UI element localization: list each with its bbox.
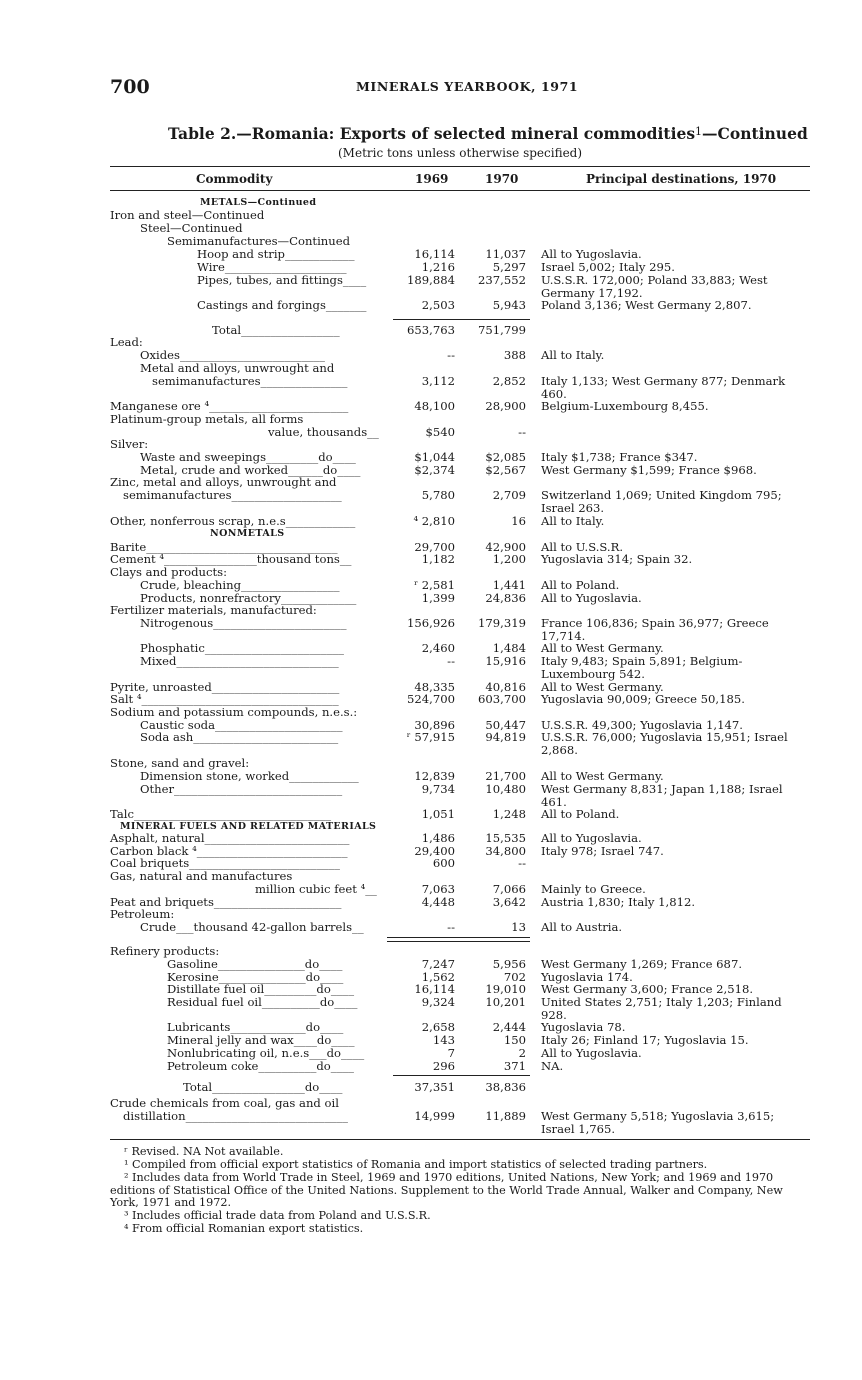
- value-1970-cell: 237,552: [478, 273, 526, 287]
- value-1970-cell: 50,447: [485, 718, 526, 732]
- section-heading: NONMETALS: [210, 528, 285, 539]
- destination-cell: U.S.S.R. 49,300; Yugoslavia 1,147.: [541, 718, 743, 732]
- commodity-cell: Semimanufactures—Continued: [167, 234, 351, 248]
- commodity-cell: distillation____________________________: [123, 1109, 348, 1123]
- destination-cell: All to Italy.: [541, 514, 605, 528]
- commodity-cell: Crude, bleaching_________________: [140, 578, 340, 592]
- commodity-cell: Lead:: [110, 335, 143, 349]
- commodity-cell: Silver:: [110, 437, 149, 451]
- value-1969-cell: ʳ 57,915: [406, 730, 455, 744]
- value-1969-cell: 29,700: [414, 540, 455, 554]
- value-1970-cell: 1,200: [492, 552, 526, 566]
- value-1970-cell: 702: [503, 970, 526, 984]
- commodity-cell: Talc__________________________________: [110, 807, 332, 821]
- commodity-cell: Barite_________________________________: [110, 540, 338, 554]
- value-1969-cell: 7,247: [421, 957, 455, 971]
- value-1969-cell: 12,839: [414, 769, 455, 783]
- commodity-cell: Coal briquets__________________________: [110, 856, 340, 870]
- destination-cell: Yugoslavia 174.: [541, 970, 633, 984]
- value-1970-cell: 24,836: [485, 591, 526, 605]
- footnote: ² Includes data from World Trade in Steel, 1969 and 1970 editions, United Nations, New York; and 1969 and 1970 editions of Statistical Office of the United Nations. Supplement to the World Trade Annual, Walker and Company, New York, 1971 and 1972.: [110, 1171, 783, 1209]
- value-1970-cell: 2,444: [492, 1020, 526, 1034]
- commodity-cell: million cubic feet ⁴__: [255, 882, 377, 896]
- value-1969-cell: 37,351: [414, 1080, 455, 1094]
- value-1970-cell: 94,819: [485, 730, 526, 744]
- destination-cell: Belgium-Luxembourg 8,455.: [541, 399, 709, 413]
- value-1969-cell: 4,448: [421, 895, 455, 909]
- commodity-cell: Lubricants_____________do____: [167, 1020, 344, 1034]
- footnote: ʳ Revised. NA Not available.: [124, 1145, 284, 1158]
- commodity-cell: Petroleum:: [110, 907, 175, 921]
- value-1970-cell: 42,900: [485, 540, 526, 554]
- value-1970-cell: $2,567: [485, 463, 526, 477]
- value-1969-cell: --: [447, 654, 455, 668]
- destination-cell: West Germany $1,599; France $968.: [541, 463, 757, 477]
- column-header-destinations: Principal destinations, 1970: [586, 172, 777, 186]
- commodity-cell: Distillate fuel oil_________do____: [167, 982, 355, 996]
- value-1969-cell: 2,460: [421, 641, 455, 655]
- commodity-cell: Platinum-group metals, all forms: [110, 412, 304, 426]
- destination-cell: Italy 978; Israel 747.: [541, 844, 664, 858]
- destination-cell: France 106,836; Spain 36,977; Greece 17,714.: [541, 616, 769, 643]
- value-1969-cell: 1,562: [421, 970, 455, 984]
- commodity-cell: Iron and steel—Continued: [110, 208, 265, 222]
- value-1969-cell: $540: [425, 425, 455, 439]
- value-1969-cell: 5,780: [421, 488, 455, 502]
- value-1969-cell: 1,182: [421, 552, 455, 566]
- commodity-cell: Mixed____________________________: [140, 654, 339, 668]
- value-1970-cell: 11,037: [485, 247, 526, 261]
- commodity-cell: Other, nonferrous scrap, n.e.s____________: [110, 514, 356, 528]
- destination-cell: All to West Germany.: [541, 680, 664, 694]
- commodity-cell: Caustic soda______________________: [140, 718, 343, 732]
- value-1970-cell: 2: [518, 1046, 526, 1060]
- value-1970-cell: 603,700: [478, 692, 526, 706]
- destination-cell: All to Yugoslavia.: [541, 591, 642, 605]
- value-1970-cell: 1,441: [492, 578, 526, 592]
- destination-cell: U.S.S.R. 172,000; Poland 33,883; West Germany 17,192.: [541, 273, 768, 300]
- commodity-cell: Gasoline_______________do____: [167, 957, 343, 971]
- value-1969-cell: ⁴ 2,810: [413, 514, 455, 528]
- destination-cell: All to West Germany.: [541, 769, 664, 783]
- total-rule-refinery: [393, 1075, 530, 1076]
- commodity-cell: Manganese ore ⁴________________________: [110, 399, 349, 413]
- destination-cell: Italy 26; Finland 17; Yugoslavia 15.: [541, 1033, 749, 1047]
- value-1970-cell: 11,889: [485, 1109, 526, 1123]
- commodity-cell: Fertilizer materials, manufactured:: [110, 603, 317, 617]
- value-1970-cell: 5,943: [492, 298, 526, 312]
- value-1969-cell: 296: [432, 1059, 455, 1073]
- table-bottom-rule: [110, 1139, 810, 1140]
- commodity-cell: Soda ash_________________________: [140, 730, 339, 744]
- value-1969-cell: 30,896: [414, 718, 455, 732]
- table-title-text: Table 2.—Romania: Exports of selected mineral commodities: [168, 124, 696, 143]
- page-number: 700: [110, 76, 150, 98]
- value-1970-cell: 1,248: [492, 807, 526, 821]
- value-1970-cell: 179,319: [478, 616, 526, 630]
- destination-cell: Israel 5,002; Italy 295.: [541, 260, 675, 274]
- value-1970-cell: 10,201: [485, 995, 526, 1009]
- column-header-commodity: Commodity: [196, 172, 273, 186]
- commodity-cell: Nitrogenous_______________________: [140, 616, 347, 630]
- value-1969-cell: 48,335: [414, 680, 455, 694]
- commodity-cell: Total_________________: [212, 323, 340, 337]
- section-heading: MINERAL FUELS AND RELATED MATERIALS: [120, 821, 377, 832]
- value-1969-cell: 7,063: [421, 882, 455, 896]
- commodity-cell: Salt ⁴__________________________________: [110, 692, 339, 706]
- commodity-cell: semimanufactures___________________: [123, 488, 342, 502]
- value-1969-cell: 48,100: [414, 399, 455, 413]
- value-1970-cell: 1,484: [492, 641, 526, 655]
- value-1970-cell: 5,297: [492, 260, 526, 274]
- value-1970-cell: 16: [511, 514, 526, 528]
- value-1969-cell: 9,734: [421, 782, 455, 796]
- value-1970-cell: 15,916: [485, 654, 526, 668]
- running-head: MINERALS YEARBOOK, 1971: [356, 79, 579, 94]
- value-1969-cell: 143: [432, 1033, 455, 1047]
- value-1970-cell: 15,535: [485, 831, 526, 845]
- commodity-cell: Stone, sand and gravel:: [110, 756, 250, 770]
- commodity-cell: Zinc, metal and alloys, unwrought and: [110, 475, 337, 489]
- column-header-1970: 1970: [485, 172, 519, 186]
- value-1969-cell: 14,999: [414, 1109, 455, 1123]
- value-1969-cell: 600: [432, 856, 455, 870]
- value-1970-cell: 5,956: [492, 957, 526, 971]
- value-1969-cell: 29,400: [414, 844, 455, 858]
- commodity-cell: semimanufactures_______________: [152, 374, 348, 388]
- value-1969-cell: --: [447, 348, 455, 362]
- commodity-cell: Dimension stone, worked____________: [140, 769, 359, 783]
- value-1970-cell: 7,066: [492, 882, 526, 896]
- destination-cell: Italy 9,483; Spain 5,891; Belgium-Luxembourg 542.: [541, 654, 743, 681]
- value-1970-cell: 21,700: [485, 769, 526, 783]
- commodity-cell: Crude___thousand 42-gallon barrels__: [140, 920, 364, 934]
- table-title-footnote-mark: 1: [695, 125, 703, 138]
- footnote: ⁴ From official Romanian export statistics.: [124, 1222, 364, 1235]
- commodity-cell: Pyrite, unroasted______________________: [110, 680, 340, 694]
- value-1969-cell: 1,051: [421, 807, 455, 821]
- destination-cell: United States 2,751; Italy 1,203; Finland 928.: [541, 995, 782, 1022]
- commodity-cell: Kerosine_______________do____: [167, 970, 344, 984]
- commodity-cell: value, thousands__: [268, 425, 379, 439]
- value-1969-cell: 16,114: [414, 247, 455, 261]
- table-title-suffix: —Continued: [702, 124, 808, 143]
- commodity-cell: Hoop and strip____________: [197, 247, 355, 261]
- destination-cell: U.S.S.R. 76,000; Yugoslavia 15,951; Israel 2,868.: [541, 730, 788, 757]
- destination-cell: West Germany 5,518; Yugoslavia 3,615; Israel 1,765.: [541, 1109, 775, 1136]
- commodity-cell: Cement ⁴________________thousand tons__: [110, 552, 352, 566]
- fuels-double-rule: [387, 937, 530, 942]
- column-header-1969: 1969: [415, 172, 449, 186]
- value-1969-cell: 189,884: [407, 273, 455, 287]
- destination-cell: Yugoslavia 90,009; Greece 50,185.: [541, 692, 745, 706]
- value-1969-cell: 9,324: [421, 995, 455, 1009]
- value-1969-cell: 156,926: [407, 616, 455, 630]
- commodity-cell: Steel—Continued: [140, 221, 243, 235]
- commodity-cell: Metal and alloys, unwrought and: [140, 361, 335, 375]
- header-bottom-rule: [110, 190, 810, 191]
- value-1970-cell: 2,709: [492, 488, 526, 502]
- total-rule-steel: [393, 319, 530, 320]
- destination-cell: Austria 1,830; Italy 1,812.: [541, 895, 696, 909]
- destination-cell: All to Poland.: [541, 807, 620, 821]
- value-1970-cell: 3,642: [492, 895, 526, 909]
- value-1970-cell: $2,085: [485, 450, 526, 464]
- value-1969-cell: 1,486: [421, 831, 455, 845]
- value-1969-cell: 653,763: [407, 323, 455, 337]
- commodity-cell: Metal, crude and worked______do____: [140, 463, 361, 477]
- commodity-cell: Oxides_________________________: [140, 348, 325, 362]
- destination-cell: All to Austria.: [541, 920, 623, 934]
- value-1970-cell: 371: [503, 1059, 526, 1073]
- destination-cell: All to Yugoslavia.: [541, 247, 642, 261]
- destination-cell: West Germany 8,831; Japan 1,188; Israel 461.: [541, 782, 783, 809]
- value-1969-cell: 16,114: [414, 982, 455, 996]
- destination-cell: Yugoslavia 314; Spain 32.: [541, 552, 693, 566]
- commodity-cell: Pipes, tubes, and fittings____: [197, 273, 367, 287]
- value-1970-cell: --: [518, 425, 526, 439]
- value-1970-cell: 28,900: [485, 399, 526, 413]
- section-heading: METALS—Continued: [200, 197, 317, 208]
- value-1969-cell: 1,216: [421, 260, 455, 274]
- destination-cell: All to Italy.: [541, 348, 605, 362]
- value-1970-cell: 38,836: [485, 1080, 526, 1094]
- value-1970-cell: 751,799: [478, 323, 526, 337]
- commodity-cell: Refinery products:: [110, 944, 220, 958]
- commodity-cell: Wire_____________________: [197, 260, 347, 274]
- destination-cell: Italy $1,738; France $347.: [541, 450, 698, 464]
- value-1970-cell: --: [518, 856, 526, 870]
- commodity-cell: Nonlubricating oil, n.e.s___do____: [167, 1046, 365, 1060]
- destination-cell: All to West Germany.: [541, 641, 664, 655]
- commodity-cell: Mineral jelly and wax____do____: [167, 1033, 355, 1047]
- commodity-cell: Peat and briquets______________________: [110, 895, 342, 909]
- commodity-cell: Residual fuel oil__________do____: [167, 995, 358, 1009]
- value-1970-cell: 150: [503, 1033, 526, 1047]
- commodity-cell: Carbon black ⁴__________________________: [110, 844, 348, 858]
- destination-cell: Mainly to Greece.: [541, 882, 646, 896]
- footnote: ³ Includes official trade data from Poland and U.S.S.R.: [124, 1209, 431, 1222]
- value-1970-cell: 19,010: [485, 982, 526, 996]
- value-1970-cell: 388: [503, 348, 526, 362]
- header-top-rule: [110, 166, 810, 167]
- commodity-cell: Phosphatic________________________: [140, 641, 344, 655]
- destination-cell: Poland 3,136; West Germany 2,807.: [541, 298, 752, 312]
- value-1969-cell: $2,374: [414, 463, 455, 477]
- destination-cell: All to Yugoslavia.: [541, 831, 642, 845]
- destination-cell: All to Yugoslavia.: [541, 1046, 642, 1060]
- destination-cell: West Germany 3,600; France 2,518.: [541, 982, 754, 996]
- commodity-cell: Waste and sweepings_________do____: [140, 450, 356, 464]
- destination-cell: West Germany 1,269; France 687.: [541, 957, 742, 971]
- destination-cell: All to Poland.: [541, 578, 620, 592]
- value-1970-cell: 2,852: [492, 374, 526, 388]
- commodity-cell: Petroleum coke__________do____: [167, 1059, 354, 1073]
- table-title: [168, 124, 808, 143]
- destination-cell: Switzerland 1,069; United Kingdom 795; Israel 263.: [541, 488, 782, 515]
- value-1969-cell: 524,700: [407, 692, 455, 706]
- commodity-cell: Total________________do____: [183, 1080, 343, 1094]
- value-1970-cell: 13: [511, 920, 526, 934]
- commodity-cell: Clays and products:: [110, 565, 228, 579]
- commodity-cell: Other_____________________________: [140, 782, 343, 796]
- value-1969-cell: 2,658: [421, 1020, 455, 1034]
- commodity-cell: Sodium and potassium compounds, n.e.s.:: [110, 705, 358, 719]
- destination-cell: Yugoslavia 78.: [541, 1020, 626, 1034]
- commodity-cell: Crude chemicals from coal, gas and oil: [110, 1096, 339, 1110]
- value-1969-cell: 2,503: [421, 298, 455, 312]
- value-1970-cell: 10,480: [485, 782, 526, 796]
- value-1969-cell: $1,044: [414, 450, 455, 464]
- commodity-cell: Gas, natural and manufactures: [110, 869, 293, 883]
- footnote: ¹ Compiled from official export statistics of Romania and import statistics of selected trading partners.: [124, 1158, 708, 1171]
- value-1969-cell: 3,112: [421, 374, 455, 388]
- commodity-cell: Castings and forgings_______: [197, 298, 367, 312]
- value-1970-cell: 34,800: [485, 844, 526, 858]
- destination-cell: NA.: [541, 1059, 564, 1073]
- commodity-cell: Products, nonrefractory_____________: [140, 591, 357, 605]
- table-subtitle: (Metric tons unless otherwise specified): [338, 146, 583, 160]
- commodity-cell: Asphalt, natural_________________________: [110, 831, 350, 845]
- value-1969-cell: 1,399: [421, 591, 455, 605]
- value-1969-cell: 7: [447, 1046, 455, 1060]
- destination-cell: All to U.S.S.R.: [541, 540, 624, 554]
- value-1969-cell: --: [447, 920, 455, 934]
- value-1969-cell: ʳ 2,581: [414, 578, 455, 592]
- destination-cell: Italy 1,133; West Germany 877; Denmark 460.: [541, 374, 786, 401]
- value-1970-cell: 40,816: [485, 680, 526, 694]
